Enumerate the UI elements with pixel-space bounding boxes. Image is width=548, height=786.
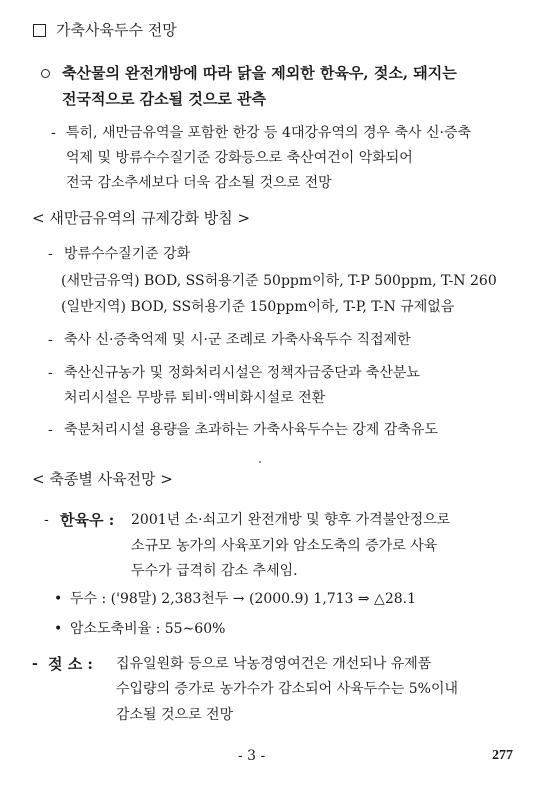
page-number: 277 [492, 748, 513, 763]
regulation-item-1-sub-2: (일반지역) BOD, SS허용기준 150ppm이하, T-P, T-N 규제없음 [61, 299, 455, 315]
main-point-line-2: 전국적으로 감소될 것으로 관측 [62, 90, 267, 108]
regulation-heading: < 새만금유역의 규제강화 방침 > [32, 209, 251, 227]
beef-line-2: 소규모 농가의 사육포기와 암소도축의 증가로 사육 [131, 538, 438, 554]
beef-label: 한육우 : [60, 511, 115, 529]
dash-marker: - [48, 365, 53, 381]
livestock-heading: < 축종별 사육전망 > [32, 470, 173, 488]
regulation-item-1-sub-1: (새만금유역) BOD, SS허용기준 50ppm이하, T-P 500ppm, T-N 260 [61, 273, 497, 289]
bullet-dot: • [54, 591, 63, 607]
dash-marker: - [32, 656, 38, 672]
regulation-item-2: 축사 신·증축억제 및 시·군 조례로 가축사육두수 직접제한 [64, 332, 411, 348]
note-line-1: 특히, 새만금유역을 포함한 한강 등 4대강유역의 경우 축사 신·증축 [66, 125, 472, 141]
beef-heads-line: 두수 : ('98말) 2,383천두 → (2000.9) 1,713 ⇒ △28.1 [70, 591, 416, 607]
note-line-2: 억제 및 방류수수질기준 강화등으로 축산여건이 악화되어 [66, 150, 413, 166]
cow-slaughter-line: 암소도축비율 : 55∼60% [70, 621, 226, 637]
circle-bullet-icon [41, 69, 50, 78]
scan-speck [259, 461, 261, 463]
bullet-dot: • [54, 621, 63, 637]
main-point-line-1: 축산물의 완전개방에 따라 닭을 제외한 한육우, 젖소, 돼지는 [62, 64, 457, 82]
dash-marker: - [44, 512, 49, 528]
beef-line-1: 2001년 소·쇠고기 완전개방 및 향후 가격불안정으로 [131, 512, 451, 528]
beef-line-3: 두수가 급격히 감소 추세임. [131, 563, 298, 579]
regulation-item-3-line-2: 처리시설은 무방류 퇴비·액비화시설로 전환 [64, 390, 326, 406]
dairy-label: 젖 소 : [48, 655, 93, 673]
dairy-line-3: 감소될 것으로 전망 [116, 707, 234, 723]
dash-marker: - [48, 422, 53, 438]
checkbox-square-icon [33, 24, 46, 37]
dairy-line-2: 수입량의 증가로 농가수가 감소되어 사육두수는 5%이내 [116, 681, 458, 697]
note-line-3: 전국 감소추세보다 더욱 감소될 것으로 전망 [66, 175, 332, 191]
dash-marker: - [51, 125, 56, 141]
regulation-item-1: 방류수수질기준 강화 [64, 246, 191, 262]
page-title: 가축사육두수 전망 [56, 21, 177, 39]
regulation-item-3-line-1: 축산신규농가 및 정화처리시설은 정책자금중단과 축산분뇨 [64, 365, 420, 381]
dash-marker: - [48, 332, 53, 348]
regulation-item-4: 축분처리시설 용량을 초과하는 가축사육두수는 강제 감축유도 [64, 422, 438, 438]
dairy-line-1: 집유일원화 등으로 낙농경영여건은 개선되나 유제품 [116, 656, 432, 672]
page-marker: - 3 - [238, 748, 266, 764]
dash-marker: - [48, 246, 53, 262]
